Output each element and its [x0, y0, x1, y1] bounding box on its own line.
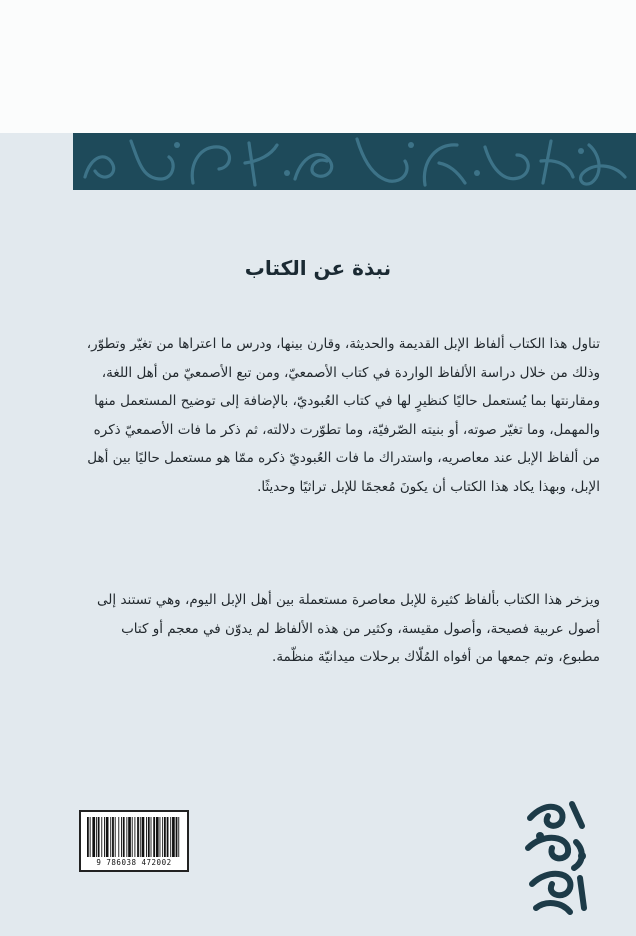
barcode-bar — [123, 817, 125, 857]
barcode-bar — [98, 817, 100, 857]
barcode-bar — [156, 817, 159, 857]
barcode-bar — [170, 817, 171, 857]
barcode-bar — [140, 817, 141, 857]
barcode-bar — [92, 817, 95, 857]
barcode-bar — [164, 817, 166, 857]
barcode-bar — [176, 817, 178, 857]
barcode-bar — [118, 817, 119, 857]
top-margin — [0, 0, 636, 133]
barcode-bar — [142, 817, 145, 857]
barcode-bar — [132, 817, 133, 857]
barcode-bar — [112, 817, 114, 857]
barcode-bar — [115, 817, 116, 857]
barcode-bars — [87, 817, 181, 857]
barcode-bar — [110, 817, 111, 857]
barcode-bar — [128, 817, 131, 857]
section-heading: نبذة عن الكتاب — [244, 256, 392, 280]
barcode-bar — [151, 817, 152, 857]
barcode-bar — [87, 817, 89, 857]
barcode-bar — [167, 817, 169, 857]
barcode-bar — [90, 817, 91, 857]
isbn-number: 9 786038 472002 — [96, 858, 172, 867]
barcode-bar — [153, 817, 155, 857]
barcode-bar — [160, 817, 161, 857]
publisher-calligraphy-logo-icon — [522, 796, 592, 916]
barcode-bar — [121, 817, 122, 857]
barcode-bar — [148, 817, 150, 857]
calligraphy-pattern-banner — [73, 133, 636, 190]
barcode-bar — [101, 817, 102, 857]
barcode-bar — [134, 817, 135, 857]
barcode-bar — [96, 817, 97, 857]
barcode-bar — [126, 817, 127, 857]
calligraphy-pattern-icon — [73, 133, 636, 190]
description-paragraph-1: تناول هذا الكتاب ألفاظ الإبل القديمة والحديثة، وقارن بينها، ودرس ما اعتراها من تغيّر وتطوّر، وذلك من خلال دراسة الألفاظ الواردة في كتاب الأصمعيّ، ومن تبع الأصمعيّ من أهل اللغة، ومقارنتها بما يُستعمل حاليًا كنظيرٍ لها في كتاب العُبوديّ، بالإضافة إلى توضيح المستعمل منها والمهمل، وما تغيّر صوته، أو بنيته الصّرفيّة، وما تطوّرت دلالته، ثم ذكر ما فات الأصمعيّ ذكره من ألفاظ الإبل عند معاصريه، واستدراك ما فات العُبوديّ ذكره ممّا هو مستعمل حاليًا بين أهل الإبل، وبهذا يكاد هذا الكتاب أن يكونَ مُعجمًا للإبل تراثيًا وحديثًا. — [86, 336, 600, 495]
isbn-barcode — [79, 810, 189, 872]
barcode-bar — [137, 817, 139, 857]
barcode-bar — [178, 817, 179, 857]
barcode-bar — [106, 817, 109, 857]
barcode-bar — [146, 817, 147, 857]
barcode-bar — [172, 817, 175, 857]
barcode-bar — [104, 817, 105, 857]
barcode-bar — [162, 817, 163, 857]
description-paragraph-2: ويزخر هذا الكتاب بألفاظ كثيرة للإبل معاصرة مستعملة بين أهل الإبل اليوم، وهي تستند إلى أصول عربية فصيحة، وأصول مقيسة، وكثير من هذه الألفاظ لم يدوّن في معجم أو كتاب مطبوع، وتم جمعها من أفواه المُلّاك برحلات ميدانيّة منظّمة. — [97, 592, 600, 666]
